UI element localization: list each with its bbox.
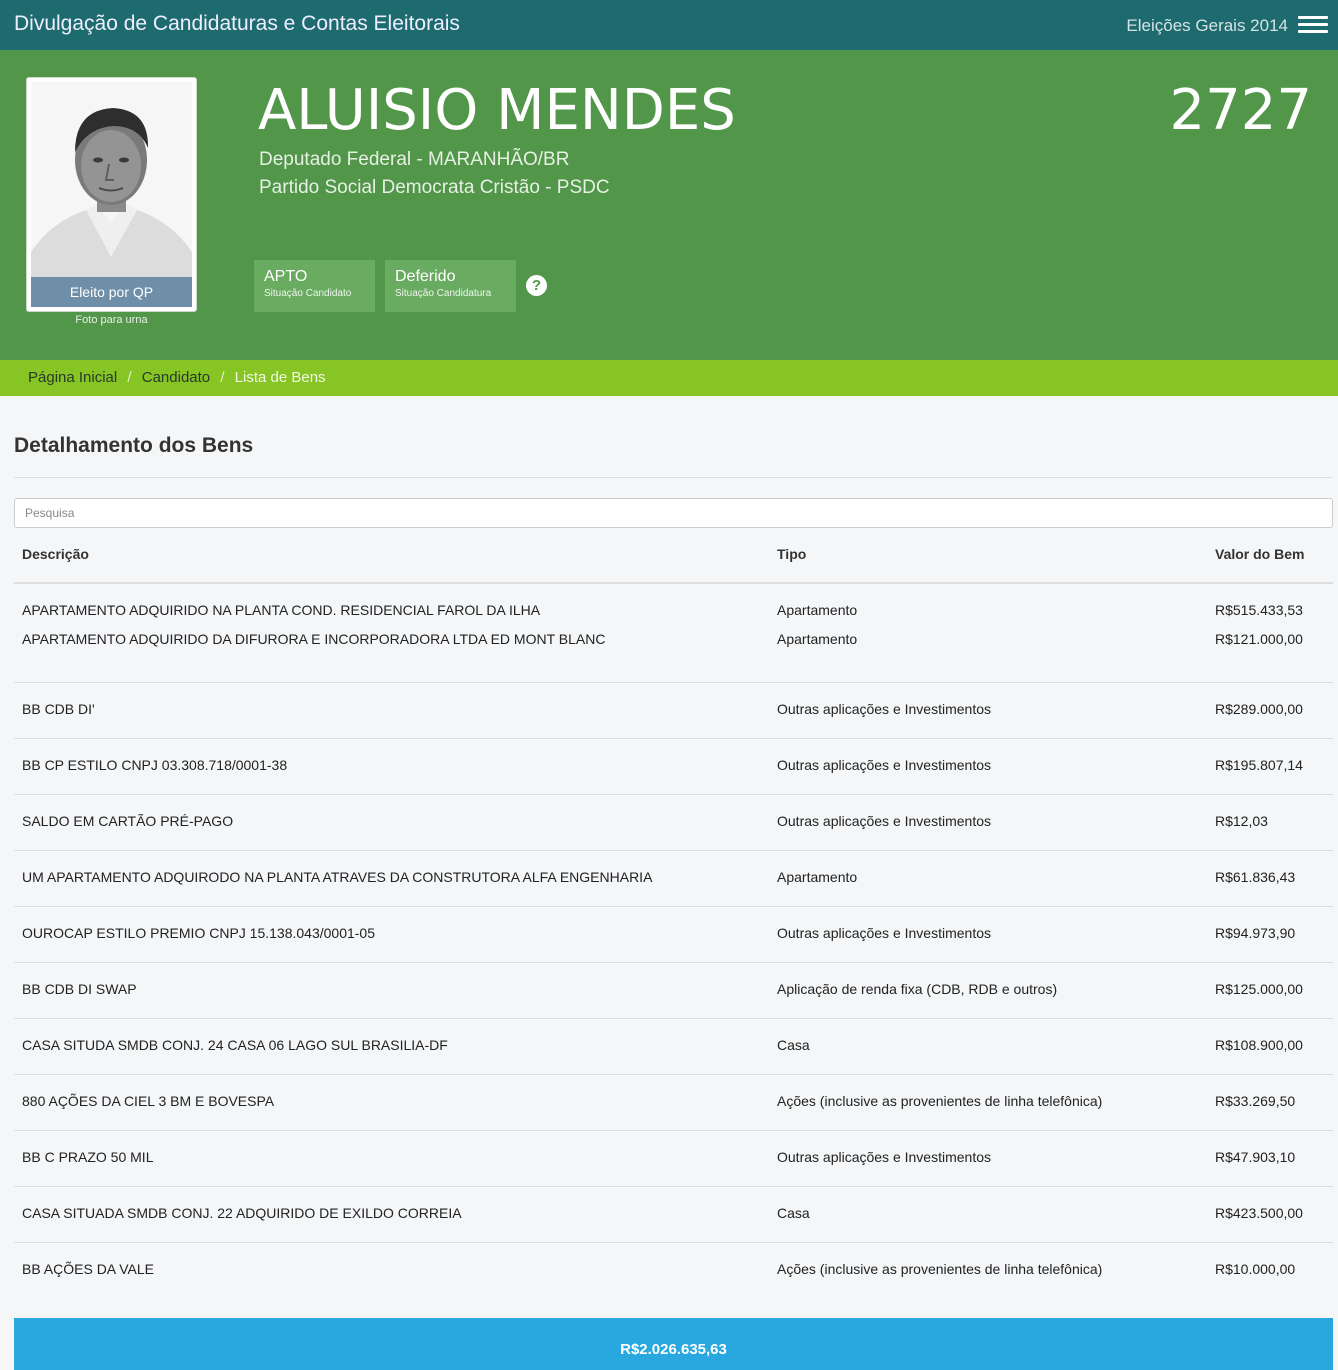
table-row — [14, 1019, 1333, 1075]
election-label[interactable]: Eleições Gerais 2014 — [1126, 16, 1288, 35]
cell-tipo: Ações (inclusive as provenientes de linha telefônica) — [777, 1261, 1103, 1277]
breadcrumb — [0, 360, 1338, 396]
section-title: Detalhamento dos Bens — [14, 434, 254, 457]
cell-valor: R$515.433,53 — [1215, 602, 1303, 618]
app-title[interactable]: Divulgação de Candidaturas e Contas Eleitorais — [14, 12, 460, 35]
cell-descricao: APARTAMENTO ADQUIRIDO DA DIFURORA E INCORPORADORA LTDA ED MONT BLANC — [22, 631, 606, 647]
table-header — [14, 530, 1333, 584]
breadcrumb-current: Lista de Bens — [234, 369, 326, 386]
cell-descricao: BB CDB DI SWAP — [22, 981, 137, 997]
cell-valor: R$125.000,00 — [1215, 981, 1303, 997]
cell-descricao: OUROCAP ESTILO PREMIO CNPJ 15.138.043/0001-05 — [22, 925, 376, 941]
candidate-status-value: APTO — [264, 268, 308, 285]
cell-valor: R$12,03 — [1215, 813, 1268, 829]
cell-tipo: Outras aplicações e Investimentos — [777, 757, 991, 773]
candidacy-status-label: Situação Candidatura — [395, 288, 492, 299]
cell-descricao: CASA SITUDA SMDB CONJ. 24 CASA 06 LAGO SUL BRASILIA-DF — [22, 1037, 448, 1053]
breadcrumb-home-link[interactable]: Página Inicial — [28, 369, 118, 386]
cell-tipo: Apartamento — [777, 869, 858, 885]
candidate-name: ALUISIO MENDES — [258, 78, 736, 143]
section-divider — [14, 477, 1332, 478]
question-circle-icon[interactable]: ? — [526, 275, 547, 296]
column-header-descricao[interactable]: Descrição — [22, 546, 89, 562]
cell-tipo: Outras aplicações e Investimentos — [777, 813, 991, 829]
cell-tipo: Casa — [777, 1205, 810, 1221]
column-header-valor[interactable]: Valor do Bem — [1215, 546, 1305, 562]
candidate-number: 2727 — [1169, 78, 1312, 143]
table-row — [14, 1131, 1333, 1187]
candidate-status-box — [254, 260, 375, 312]
candidate-office: Deputado Federal - MARANHÃO/BR — [259, 149, 570, 170]
cell-valor: R$121.000,00 — [1215, 631, 1303, 647]
breadcrumb-separator: / — [127, 369, 132, 386]
breadcrumb-candidate-link[interactable]: Candidato — [141, 369, 211, 386]
cell-valor: R$33.269,50 — [1215, 1093, 1296, 1109]
cell-descricao: BB C PRAZO 50 MIL — [22, 1149, 154, 1165]
table-row — [14, 584, 1333, 627]
cell-tipo: Aplicação de renda fixa (CDB, RDB e outros) — [777, 981, 1058, 997]
table-row — [14, 963, 1333, 1019]
cell-tipo: Outras aplicações e Investimentos — [777, 925, 991, 941]
candidacy-status-value: Deferido — [395, 268, 456, 285]
cell-valor: R$10.000,00 — [1215, 1261, 1296, 1277]
search-input[interactable] — [14, 498, 1333, 528]
cell-descricao: APARTAMENTO ADQUIRIDO NA PLANTA COND. RESIDENCIAL FAROL DA ILHA — [22, 602, 541, 618]
cell-valor: R$61.836,43 — [1215, 869, 1296, 885]
cell-descricao: UM APARTAMENTO ADQUIRODO NA PLANTA ATRAVES DA CONSTRUTORA ALFA ENGENHARIA — [22, 869, 653, 885]
cell-valor: R$94.973,90 — [1215, 925, 1296, 941]
table-row — [14, 907, 1333, 963]
cell-descricao: BB CP ESTILO CNPJ 03.308.718/0001-38 — [22, 757, 288, 773]
cell-tipo: Casa — [777, 1037, 810, 1053]
table-row — [14, 1075, 1333, 1131]
cell-tipo: Outras aplicações e Investimentos — [777, 1149, 991, 1165]
table-row — [14, 683, 1333, 739]
cell-descricao: BB CDB DI' — [22, 701, 95, 717]
photo-caption: Foto para urna — [75, 314, 148, 326]
candidate-photo-card — [26, 77, 197, 312]
cell-tipo: Outras aplicações e Investimentos — [777, 701, 991, 717]
cell-descricao: CASA SITUADA SMDB CONJ. 22 ADQUIRIDO DE EXILDO CORREIA — [22, 1205, 462, 1221]
cell-descricao: SALDO EM CARTÃO PRÉ-PAGO — [22, 813, 234, 829]
hamburger-menu-icon[interactable] — [1298, 14, 1328, 36]
cell-descricao: 880 AÇÕES DA CIEL 3 BM E BOVESPA — [22, 1093, 275, 1109]
cell-valor: R$47.903,10 — [1215, 1149, 1296, 1165]
total-value-bar: R$2.026.635,63 — [14, 1318, 1333, 1370]
top-navigation-bar — [0, 0, 1338, 50]
cell-valor: R$108.900,00 — [1215, 1037, 1303, 1053]
cell-descricao: BB AÇÕES DA VALE — [22, 1261, 155, 1277]
candidate-party: Partido Social Democrata Cristão - PSDC — [259, 177, 610, 198]
table-row — [14, 739, 1333, 795]
cell-valor: R$289.000,00 — [1215, 701, 1303, 717]
cell-tipo: Ações (inclusive as provenientes de linha telefônica) — [777, 1093, 1103, 1109]
column-header-tipo[interactable]: Tipo — [777, 546, 807, 562]
table-row — [14, 1187, 1333, 1243]
table-row — [14, 1243, 1333, 1299]
candidate-status-label: Situação Candidato — [264, 288, 352, 299]
cell-tipo: Apartamento — [777, 602, 858, 618]
elected-badge: Eleito por QP — [31, 277, 192, 307]
table-row — [14, 795, 1333, 851]
cell-valor: R$195.807,14 — [1215, 757, 1303, 773]
table-row — [14, 851, 1333, 907]
candidate-photo — [31, 82, 192, 277]
candidacy-status-box — [385, 260, 516, 312]
cell-tipo: Apartamento — [777, 631, 858, 647]
breadcrumb-separator: / — [220, 369, 225, 386]
cell-valor: R$423.500,00 — [1215, 1205, 1303, 1221]
candidate-header — [0, 50, 1338, 360]
table-row — [14, 627, 1333, 683]
assets-table — [14, 530, 1333, 1299]
